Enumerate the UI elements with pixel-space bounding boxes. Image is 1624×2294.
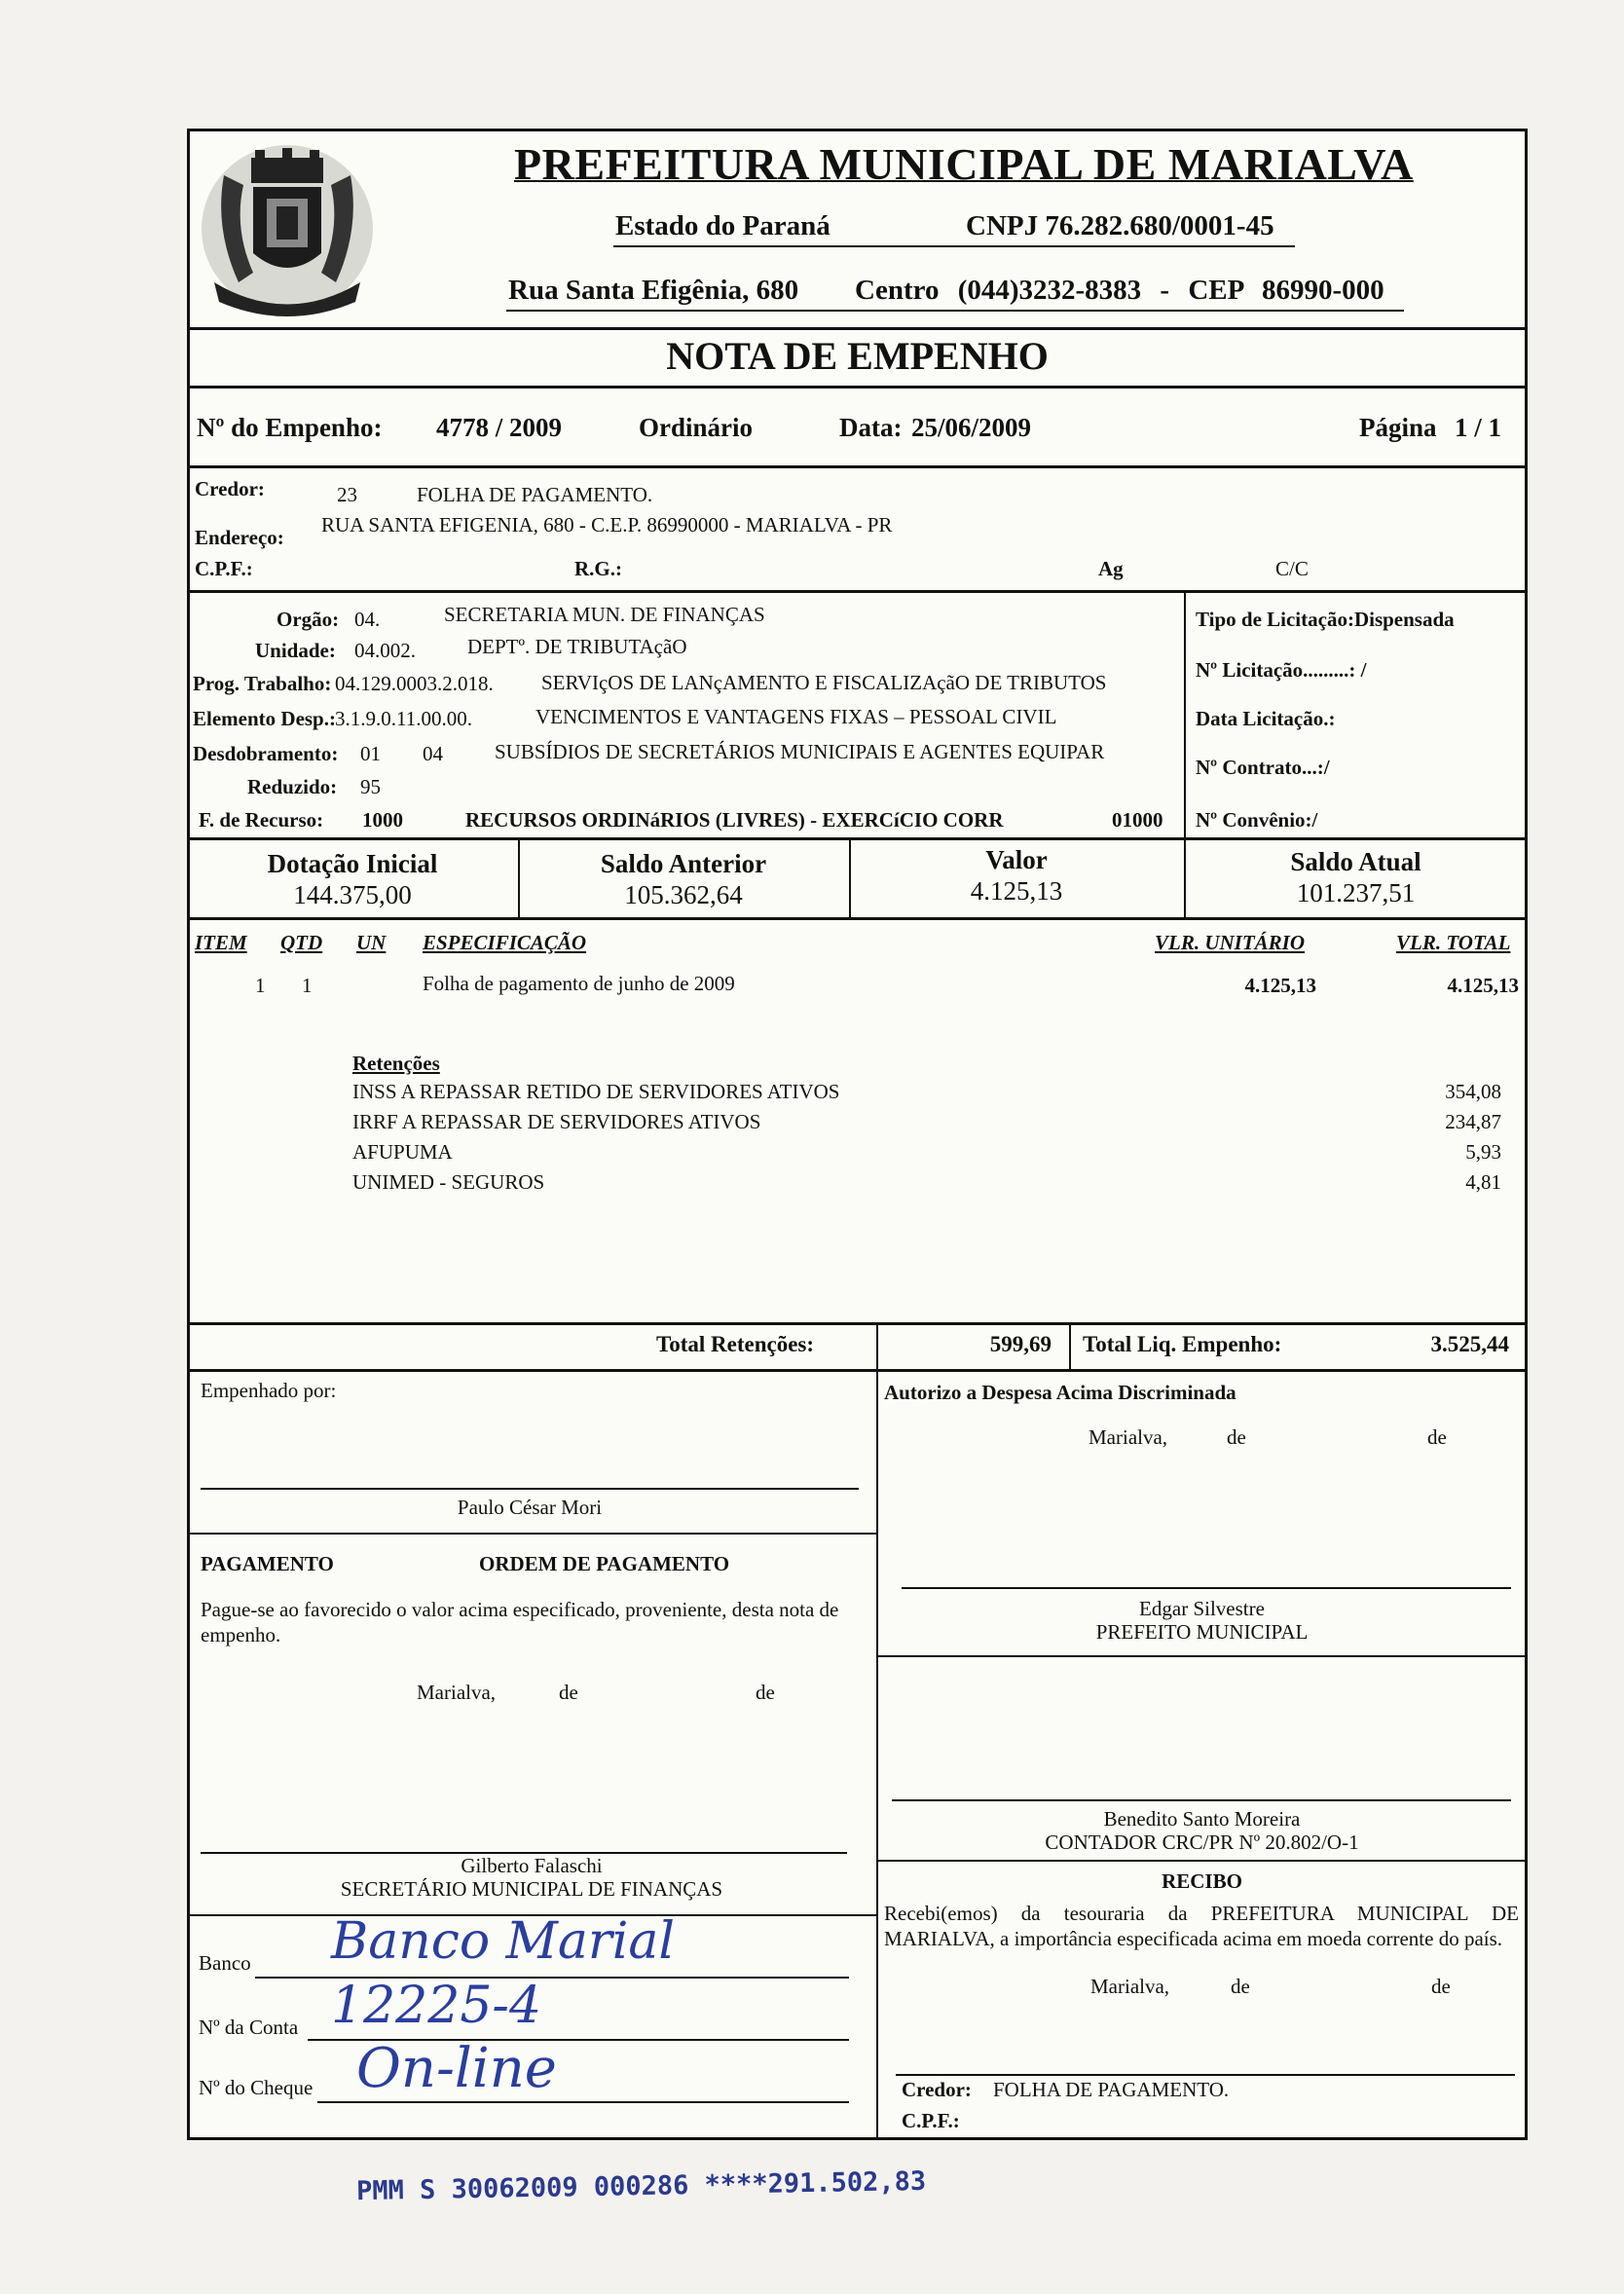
empenho-date-label: Data:	[839, 413, 903, 442]
total-retencoes-label: Total Retenções:	[656, 1332, 815, 1356]
recibo-city: Marialva,	[1090, 1975, 1170, 1998]
pagamento-city: Marialva,	[417, 1681, 497, 1704]
credor-label: Credor:	[195, 477, 265, 500]
orgao-label: Orgão:	[277, 608, 340, 631]
divider	[876, 1655, 1528, 1657]
divider	[187, 327, 1528, 330]
cheque-handwritten: On-line	[356, 2037, 557, 2100]
dotacao-label: Dotação Inicial	[267, 849, 438, 878]
secretario-title: SECRETÁRIO MUNICIPAL DE FINANÇAS	[340, 1877, 723, 1901]
reduzido-label: Reduzido:	[247, 775, 338, 798]
cc-label: C/C	[1275, 557, 1309, 580]
municipal-crest-icon	[195, 136, 380, 321]
orgao-code: 04.	[354, 608, 381, 631]
rg-label: R.G.:	[574, 557, 622, 580]
prefeito-name: Edgar Silvestre	[1139, 1597, 1265, 1620]
total-retencoes-value: 599,69	[989, 1332, 1052, 1356]
autorizo-de2: de	[1427, 1425, 1447, 1449]
credor-name: FOLHA DE PAGAMENTO.	[417, 483, 653, 506]
pagamento-label: PAGAMENTO	[201, 1552, 334, 1575]
divider	[187, 590, 1528, 593]
list-item-value: 234,87	[1445, 1110, 1501, 1133]
doc-title: NOTA DE EMPENHO	[666, 334, 1049, 378]
cnpj-label: CNPJ 76.282.680/0001-45	[966, 210, 1274, 241]
col-item: ITEM	[195, 931, 247, 954]
autorizo-de1: de	[1227, 1425, 1246, 1449]
empenhado-name: Paulo César Mori	[457, 1496, 603, 1519]
address-field-label: Endereço:	[195, 526, 284, 549]
divider	[187, 465, 1528, 468]
signature-line	[201, 1488, 859, 1490]
item-unit-value: 4.125,13	[1244, 974, 1316, 997]
retencoes-title: Retenções	[352, 1052, 440, 1075]
recibo-de1: de	[1231, 1975, 1250, 1998]
desdobramento-desc: SUBSÍDIOS DE SECRETÁRIOS MUNICIPAIS E AGENTES EQUIPAR	[495, 740, 1105, 763]
credor-code: 23	[337, 483, 357, 506]
numero-contrato: Nº Contrato...:/	[1196, 756, 1330, 779]
divider	[187, 1369, 1528, 1372]
secretario-signature	[187, 1854, 876, 1901]
unidade-code: 04.002.	[354, 639, 416, 662]
signature-line	[902, 1587, 1511, 1589]
recibo-title: RECIBO	[1162, 1869, 1242, 1893]
autorizo-label: Autorizo a Despesa Acima Discriminada	[884, 1381, 1236, 1404]
prog-code: 04.129.0003.2.018.	[335, 672, 494, 695]
retencoes-values	[1363, 1077, 1501, 1198]
prog-desc: SERVIçOS DE LANçAMENTO E FISCALIZAçãO DE TRIBUTOS	[541, 671, 1107, 694]
col-spec: ESPECIFICAÇÃO	[423, 931, 587, 954]
desdobramento-label: Desdobramento:	[193, 742, 339, 765]
recibo-text: Recebi(emos) da tesouraria da PREFEITURA MUNICIPAL DE MARIALVA, a importância especificada acima em moeda corrente do país.	[884, 1902, 1519, 1950]
page-label: Página	[1359, 413, 1437, 442]
divider	[187, 386, 1528, 388]
cpf-label: C.P.F.:	[195, 557, 253, 580]
address-underline	[506, 310, 1404, 312]
recibo-cpf-label: C.P.F.:	[902, 2109, 960, 2132]
prefeito-signature	[876, 1597, 1528, 1644]
saldo-anterior-label: Saldo Anterior	[600, 849, 767, 878]
dotacao-value: 144.375,00	[293, 880, 412, 909]
recibo-credor-value: FOLHA DE PAGAMENTO.	[993, 2078, 1230, 2101]
contador-title: CONTADOR CRC/PR Nº 20.802/O-1	[1045, 1831, 1359, 1854]
ordem-pagamento-label: ORDEM DE PAGAMENTO	[479, 1552, 730, 1575]
list-item: INSS A REPASSAR RETIDO DE SERVIDORES ATIVOS	[352, 1080, 840, 1103]
recurso-label: F. de Recurso:	[199, 808, 324, 832]
empenho-number: 4778 / 2009	[436, 413, 563, 442]
conta-label: Nº da Conta	[199, 2016, 299, 2039]
list-item: UNIMED - SEGUROS	[352, 1170, 545, 1194]
empenho-type: Ordinário	[639, 413, 754, 442]
saldo-anterior-value: 105.362,64	[624, 880, 743, 909]
item-number: 1	[255, 974, 266, 997]
item-spec: Folha de pagamento de junho de 2009	[423, 972, 735, 995]
unidade-label: Unidade:	[255, 639, 336, 662]
divider	[1069, 1322, 1071, 1371]
secretario-name: Gilberto Falaschi	[461, 1854, 603, 1877]
state-label: Estado do Paraná	[615, 210, 830, 241]
data-licitacao: Data Licitação.:	[1196, 707, 1336, 730]
divider	[1184, 590, 1186, 837]
cheque-label: Nº do Cheque	[199, 2076, 314, 2099]
municipality-title: PREFEITURA MUNICIPAL DE MARIALVA	[514, 139, 1414, 189]
credor-address: RUA SANTA EFIGENIA, 680 - C.E.P. 86990000 - MARIALVA - PR	[321, 513, 893, 536]
recurso-desc: RECURSOS ORDINáRIOS (LIVRES) - EXERCíCIO CORR	[465, 808, 1004, 832]
saldo-atual-label: Saldo Atual	[1290, 847, 1421, 876]
reduzido-value: 95	[360, 775, 381, 798]
recibo-credor-label: Credor:	[902, 2078, 972, 2101]
divider	[187, 1322, 1528, 1325]
valor-label: Valor	[985, 845, 1048, 874]
empenho-date: 25/06/2009	[911, 413, 1032, 442]
col-total-value: VLR. TOTAL	[1396, 931, 1511, 954]
page-number: 1 / 1	[1455, 413, 1502, 442]
col-un: UN	[356, 931, 387, 954]
unidade-desc: DEPTº. DE TRIBUTAçãO	[467, 635, 687, 658]
orgao-desc: SECRETARIA MUN. DE FINANÇAS	[444, 603, 765, 626]
cheque-line	[317, 2101, 849, 2103]
total-liquido-label: Total Liq. Empenho:	[1083, 1332, 1282, 1356]
elemento-label: Elemento Desp.:	[193, 707, 336, 730]
prefeito-title: PREFEITO MUNICIPAL	[1095, 1620, 1309, 1644]
divider	[187, 917, 1528, 920]
valor-value: 4.125,13	[970, 876, 1063, 906]
pagamento-text: Pague-se ao favorecido o valor acima especificado, proveniente, desta nota de empenho.	[201, 1598, 839, 1646]
contador-name: Benedito Santo Moreira	[1103, 1807, 1301, 1831]
prog-label: Prog. Trabalho:	[193, 672, 332, 695]
contador-signature	[876, 1807, 1528, 1854]
conta-handwritten: 12225-4	[331, 1977, 542, 2035]
item-total-value: 4.125,13	[1447, 974, 1519, 997]
total-liquido-value: 3.525,44	[1430, 1332, 1509, 1356]
signature-line	[892, 1799, 1511, 1801]
desdobramento-code2: 04	[423, 742, 443, 765]
ag-label: Ag	[1098, 557, 1124, 580]
recurso-code: 1000	[362, 808, 403, 832]
saldo-atual-value: 101.237,51	[1296, 878, 1416, 907]
signature-line	[896, 2074, 1515, 2076]
col-unit-value: VLR. UNITÁRIO	[1155, 931, 1306, 954]
tipo-licitacao: Tipo de Licitação:Dispensada	[1196, 608, 1455, 631]
col-qtd: QTD	[280, 931, 323, 954]
divider	[876, 1369, 878, 2140]
elemento-desc: VENCIMENTOS E VANTAGENS FIXAS – PESSOAL CIVIL	[535, 705, 1057, 728]
empenhado-label: Empenhado por:	[201, 1379, 337, 1402]
pagamento-de2: de	[756, 1681, 775, 1704]
state-underline	[613, 245, 1295, 247]
retencoes-list	[352, 1077, 839, 1198]
desdobramento-code1: 01	[360, 742, 381, 765]
list-item-value: 5,93	[1465, 1140, 1501, 1164]
banco-handwritten: Banco Marial	[331, 1912, 676, 1971]
payment-stamp: PMM S 30062009 000286 ****291.502,83	[355, 2165, 927, 2207]
list-item-value: 4,81	[1465, 1170, 1501, 1194]
banco-label: Banco	[199, 1951, 251, 1975]
divider	[187, 1533, 876, 1535]
contact-label: Centro (044)3232-8383 - CEP 86990-000	[855, 275, 1384, 306]
item-qtd: 1	[302, 974, 313, 997]
autorizo-city: Marialva,	[1089, 1425, 1168, 1449]
elemento-code: 3.1.9.0.11.00.00.	[335, 707, 472, 730]
list-item: AFUPUMA	[352, 1140, 453, 1164]
divider	[187, 837, 1528, 840]
pagamento-de1: de	[559, 1681, 578, 1704]
recurso-code2: 01000	[1112, 808, 1163, 832]
numero-convenio: Nº Convênio:/	[1196, 808, 1318, 832]
address-label: Rua Santa Efigênia, 680	[508, 275, 799, 306]
recibo-de2: de	[1431, 1975, 1451, 1998]
numero-licitacao: Nº Licitação.........: /	[1196, 658, 1367, 682]
divider	[876, 1860, 1528, 1862]
list-item: IRRF A REPASSAR DE SERVIDORES ATIVOS	[352, 1110, 761, 1133]
list-item-value: 354,08	[1445, 1080, 1501, 1103]
empenho-number-label: Nº do Empenho:	[197, 413, 383, 442]
